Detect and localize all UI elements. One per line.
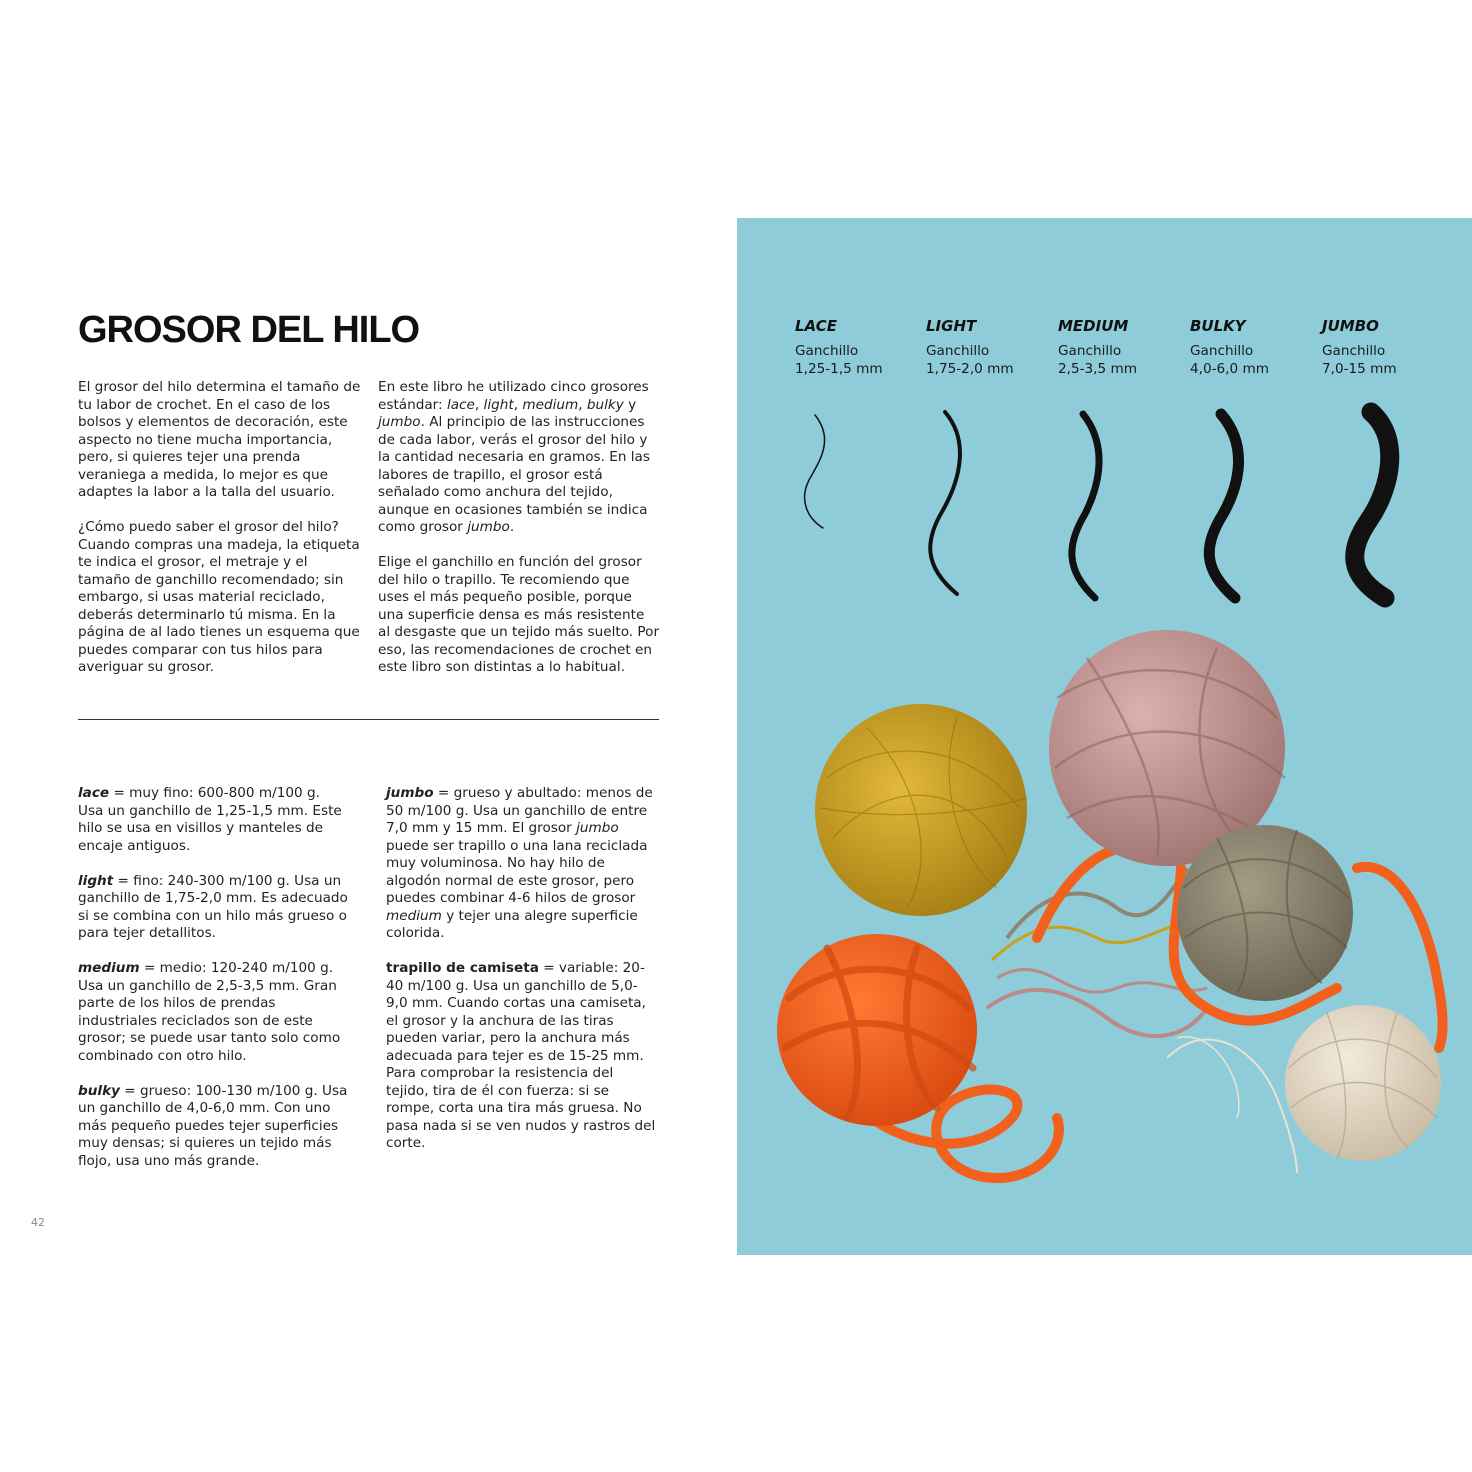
- weight-term: jumbo: [378, 414, 421, 430]
- wave-lace: [805, 415, 825, 528]
- wave-light: [930, 412, 960, 594]
- definition-text: = grueso: 100-130 m/100 g. Usa un ganchillo de 4,0-6,0 mm. Con uno más pequeño puedes tejer superficies muy densas; si quieres un tejido más flojo, usa uno más grande.: [78, 1082, 348, 1169]
- intro-text: .: [509, 519, 515, 535]
- definition-lace: [78, 785, 348, 855]
- weight-hook-range: 1,25-1,5 mm: [795, 361, 883, 377]
- gray-yarn-ball: [1177, 825, 1353, 1001]
- weight-term: lace: [446, 396, 475, 413]
- definition-light: [78, 873, 348, 943]
- definition-term: light: [78, 872, 114, 889]
- intro-text: En este libro he utilizado cinco grosores estándar:: [378, 379, 649, 413]
- weight-label-light: [926, 316, 1056, 378]
- intro-text: . Al principio de las instrucciones de cada labor, verás el grosor del hilo y la cantidad necesaria en gramos. En las labores de trapillo, el grosor está señalado como anchura del tejido, aunque en ocasiones también se indica como grosor: [378, 414, 650, 535]
- mustard-yarn-ball: [815, 704, 1027, 916]
- definition-text: = muy fino: 600-800 m/100 g. Usa un ganchillo de 1,25-1,5 mm. Este hilo se usa en visillos y manteles de encaje antiguos.: [78, 785, 342, 854]
- wave-medium: [1072, 414, 1099, 598]
- definitions-left-column: [78, 785, 348, 1170]
- weight-hook-range: 4,0-6,0 mm: [1190, 361, 1269, 377]
- weight-term: light: [483, 396, 514, 413]
- weight-name: BULKY: [1190, 317, 1246, 335]
- page-title: GROSOR DEL HILO: [78, 309, 420, 351]
- weight-hook-label: Ganchillo: [1058, 343, 1122, 359]
- definition-term: jumbo: [386, 785, 434, 801]
- definition-term: lace: [78, 785, 110, 801]
- wave-bulky: [1209, 414, 1238, 598]
- definition-term: bulky: [78, 1082, 120, 1099]
- weight-hook-label: Ganchillo: [1322, 343, 1386, 359]
- weight-hook-label: Ganchillo: [795, 343, 859, 359]
- weight-hook-range: 7,0-15 mm: [1322, 361, 1397, 377]
- definition-text: = fino: 240-300 m/100 g. Usa un ganchillo de 1,75-2,0 mm. Es adecuado si se combina con un hilo más grueso o para tejer detallitos.: [78, 872, 348, 941]
- section-divider: [78, 719, 659, 720]
- definition-text: = medio: 120-240 m/100 g. Usa un ganchillo de 2,5-3,5 mm. Gran parte de los hilos de prendas industriales reciclados son de este grosor; se puede usar tanto solo como combinado con otro hilo.: [78, 960, 341, 1064]
- intro-paragraph: En este libro he utilizado cinco grosores estándar: lace, light, medium, bulky y jumbo. Al principio de las instrucciones de cada labor, verás el grosor del hilo y la cantidad necesaria en gramos. En las labores de trapillo, el grosor está señalado como anchura del tejido, aunque en ocasiones también se indica como grosor jumbo.: [378, 379, 650, 535]
- definition-jumbo: [386, 785, 658, 943]
- definition-text: = grueso y abultado: menos de 50 m/100 g. Usa un ganchillo de entre 7,0 mm y 15 mm. El grosor: [386, 785, 653, 836]
- definition-text: y tejer una alegre superficie colorida.: [386, 907, 638, 941]
- weight-term: medium: [522, 396, 579, 413]
- weight-label-lace: [795, 316, 925, 378]
- intro-paragraph: Elige el ganchillo en función del grosor del hilo o trapillo. Te recomiendo que uses el más pequeño posible, porque una superficie densa es más resistente al desgaste que un tejido más suelto. Por eso, las recomendaciones de crochet en este libro son distintas a lo habitual.: [378, 554, 660, 675]
- weight-hook-range: 2,5-3,5 mm: [1058, 361, 1137, 377]
- weight-term: jumbo: [467, 519, 510, 535]
- wave-jumbo: [1355, 412, 1390, 598]
- weight-name: LIGHT: [926, 317, 977, 335]
- weight-term: medium: [386, 907, 442, 924]
- page-number: 42: [31, 1216, 45, 1229]
- weight-name: LACE: [795, 317, 837, 335]
- intro-right-column: [378, 379, 660, 677]
- definitions-right-column: [386, 785, 658, 1153]
- definition-term: trapillo de camiseta: [386, 960, 539, 976]
- definition-term: medium: [78, 960, 140, 976]
- intro-paragraph: ¿Cómo puedo saber el grosor del hilo? Cuando compras una madeja, la etiqueta te indica el grosor, el metraje y el tamaño de ganchillo recomendado; sin embargo, si usas material reciclado, deberás determinarlo tú misma. En la página de al lado tienes un esquema que puedes comparar con tus hilos para averiguar su grosor.: [78, 519, 360, 675]
- weight-term: jumbo: [576, 820, 619, 836]
- weight-name: MEDIUM: [1058, 317, 1129, 335]
- weight-name: JUMBO: [1322, 317, 1379, 335]
- weight-label-medium: [1058, 316, 1188, 378]
- definition-bulky: [78, 1083, 348, 1171]
- definition-trapillo: [386, 960, 658, 1153]
- intro-paragraph: El grosor del hilo determina el tamaño de tu labor de crochet. En el caso de los bolsos y elementos de decoración, este aspecto no tiene mucha importancia, pero, si quieres tejer una prenda veraniega a medida, lo mejor es que adaptes la labor a la talla del usuario.: [78, 379, 361, 500]
- definition-medium: [78, 960, 348, 1065]
- weight-label-bulky: [1190, 316, 1320, 378]
- orange-yarn-ball: [777, 934, 977, 1126]
- cream-yarn-ball: [1285, 1005, 1441, 1161]
- weight-hook-range: 1,75-2,0 mm: [926, 361, 1014, 377]
- weight-label-jumbo: [1322, 316, 1452, 378]
- yarn-photo: [737, 218, 1472, 1255]
- definition-text: = variable: 20-40 m/100 g. Usa un ganchillo de 5,0-9,0 mm. Cuando cortas una camiseta, el grosor y la anchura de las tiras pueden variar, pero la anchura más adecuada para tejer es de 15-25 mm. Para comprobar la resistencia del tejido, tira de él con fuerza: si se rompe, corta una tira más gruesa. No pasa nada si se ven nudos y rastros del corte.: [386, 960, 656, 1151]
- weight-term: bulky: [586, 396, 624, 413]
- weight-hook-label: Ganchillo: [1190, 343, 1254, 359]
- definition-text: puede ser trapillo o una lana reciclada muy voluminosa. No hay hilo de algodón normal de este grosor, pero puedes combinar 4-6 hilos de grosor: [386, 837, 648, 906]
- weight-hook-label: Ganchillo: [926, 343, 990, 359]
- intro-left-column: [78, 379, 362, 677]
